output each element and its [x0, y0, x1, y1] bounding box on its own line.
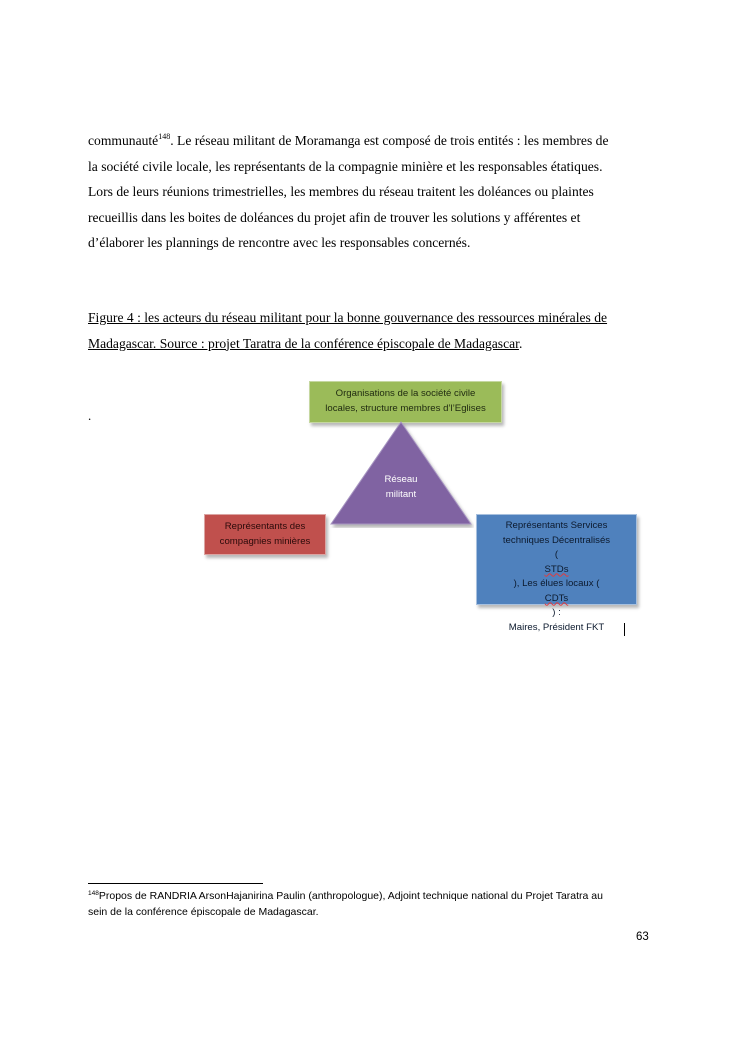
- footnote-reference[interactable]: 148: [158, 132, 171, 141]
- civil-society-line-1: Organisations de la société civile: [335, 388, 476, 399]
- body-line-5: d’élaborer les plannings de rencontre avec les responsables concernés.: [88, 235, 471, 251]
- state-services-line-1: Représentants Services: [505, 520, 608, 531]
- caption-line-2-text: Madagascar. Source : projet Taratra de la conférence épiscopale de Madagascar: [88, 335, 519, 351]
- footnote-line-1-text: Propos de RANDRIA ArsonHajanirina Paulin (anthropologue), Adjoint technique national du Projet Taratra au: [98, 890, 603, 902]
- body-line-3: Lors de leurs réunions trimestrielles, les membres du réseau traitent les doléances ou plaintes: [88, 184, 594, 200]
- body-line-1-start: communauté: [88, 133, 159, 148]
- body-line-2: la société civile locale, les représentants de la compagnie minière et les responsables étatiques.: [88, 158, 603, 174]
- state-services-box: [476, 514, 637, 633]
- civil-society-box: [309, 381, 502, 423]
- body-line-1-end: . Le réseau militant de Moramanga est composé de trois entités : les membres de: [170, 133, 609, 148]
- mining-companies-line-1: Représentants des: [224, 521, 306, 532]
- mining-companies-box: [204, 514, 326, 555]
- civil-society-line-2: locales, structure membres d’l’Eglises: [325, 402, 486, 414]
- line-3-part-1: (: [554, 549, 559, 560]
- state-services-line-3: [477, 548, 636, 621]
- line-3-part-3: ) :: [552, 607, 561, 618]
- mining-companies-line-2: compagnies minières: [219, 535, 311, 547]
- body-paragraph: [88, 128, 658, 256]
- caption-end-period: .: [518, 335, 523, 351]
- caption-line-1: [88, 305, 658, 331]
- network-label-line-2: militant: [385, 488, 417, 500]
- stray-period: .: [88, 408, 92, 423]
- line-3-part-2: ), Les élues locaux (: [513, 578, 600, 589]
- caption-line-2: [88, 331, 658, 357]
- cdts-abbreviation: CDTs: [544, 592, 569, 604]
- caption-line-1-text: Figure 4 : les acteurs du réseau militant pour la bonne gouvernance des ressources minérales de: [88, 310, 608, 325]
- footnote-line-2: sein de la conférence épiscopale de Madagascar.: [88, 905, 319, 918]
- footnote-separator: [88, 883, 263, 884]
- stds-abbreviation: STDs: [544, 563, 569, 575]
- text-cursor: [624, 623, 625, 636]
- figure-caption: [88, 305, 658, 356]
- footnote: [88, 889, 658, 920]
- page-number: 63: [636, 931, 649, 943]
- footnote-number: 148: [88, 890, 99, 897]
- state-services-line-2: techniques Décentralisés: [502, 534, 611, 546]
- network-label-line-1: Réseau: [384, 474, 418, 485]
- state-services-line-4: Maires, Président FKT: [508, 621, 605, 633]
- body-line-1: [88, 128, 658, 154]
- footnote-line-1: [88, 889, 658, 905]
- network-label: [361, 473, 441, 502]
- body-line-4: recueillis dans les boites de doléances du projet afin de trouver les solutions y afférentes et: [88, 209, 581, 225]
